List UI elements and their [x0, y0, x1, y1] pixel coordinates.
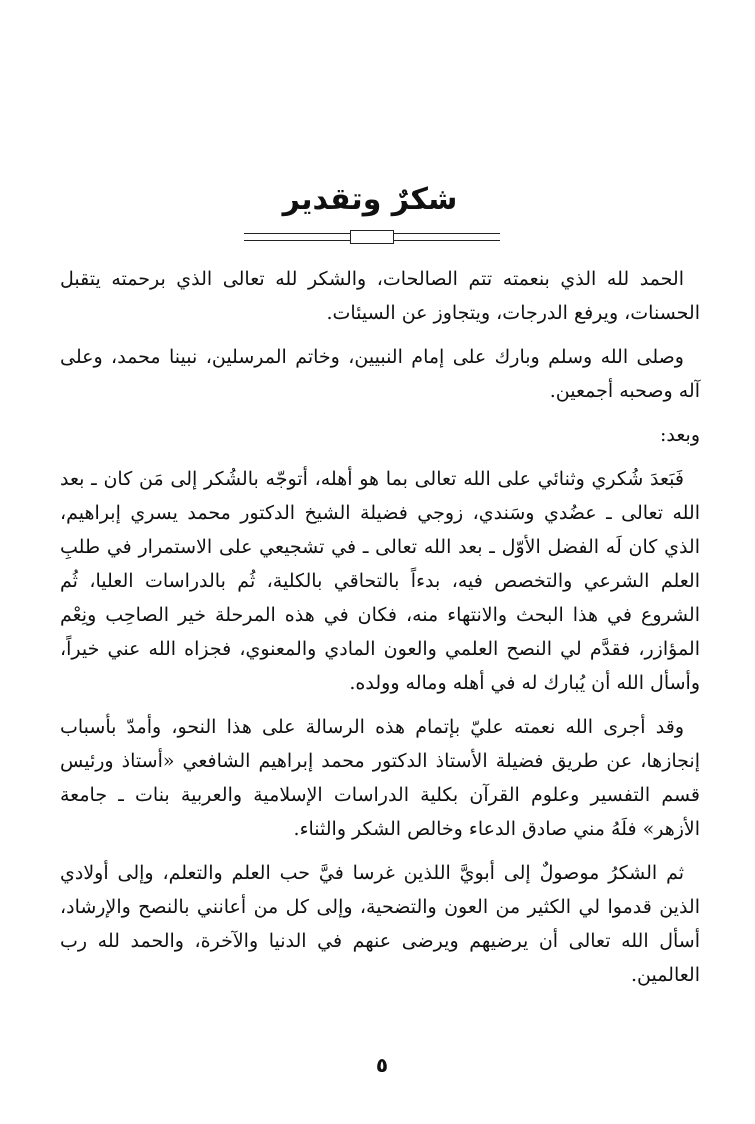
paragraph-3: وبعد:	[659, 424, 700, 446]
paragraph-2: وصلى الله وسلم وبارك على إمام النبيين، وخاتم المرسلين، نبينا محمد، وعلى آله وصحبه أجمعين.	[60, 346, 700, 402]
paragraph-4: فَبَعدَ شُكري وثنائي على الله تعالى بما هو أهله، أتوجّه بالشُكر إلى مَن كان ـ بعد الله تعالى ـ عضُدي وسَندي، زوجي فضيلة الشيخ الدكتور محمد يسري إبراهيم، الذي كان لَه الفضل الأوّل ـ بعد الله تعالى ـ في تشجيعي على الاستمرار في طلبِ العلم الشرعي والتخصص فيه، بدءاً بالتحاقي بالكلية، ثُم بالدراسات العليا، ثُم الشروع في هذا البحث والانتهاء منه، فكان في هذه المرحلة خير الصاحِب ونِعْم المؤازر، فقدَّم لي النصح العلمي والعون المادي والمعنوي، فجزاه الله عني خيراً، وأسأل الله أن يُبارك له في أهله وماله وولده.	[60, 468, 700, 694]
paragraph-1: الحمد لله الذي بنعمته تتم الصالحات، والشكر لله تعالى الذي برحمته يتقبل الحسنات، ويرفع الدرجات، ويتجاوز عن السيئات.	[60, 268, 700, 324]
paragraph-6: ثم الشكرُ موصولٌ إلى أبويَّ اللذين غرسا فيَّ حب العلم والتعلم، وإلى أولادي الذين قدموا لي الكثير من العون والتضحية، وإلى كل من أعانني بالنصح والإرشاد، أسأل الله تعالى أن يرضيهم ويرضى عنهم في الدنيا والآخرة، والحمد لله رب العالمين.	[60, 862, 700, 986]
title-ornament	[244, 228, 500, 246]
page-number: ٥	[375, 1053, 389, 1077]
ornament-center-box	[350, 230, 394, 244]
page-title: شكرٌ وتقدير	[282, 182, 458, 217]
body-text	[60, 262, 700, 1002]
paragraph-5: وقد أجرى الله نعمته عليّ بإتمام هذه الرسالة على هذا النحو، وأمدّ بأسباب إنجازها، عن طريق فضيلة الأستاذ الدكتور محمد إبراهيم الشافعي «أستاذ ورئيس قسم التفسير وعلوم القرآن بكلية الدراسات الإسلامية والعربية بنات ـ جامعة الأزهر» فلَهُ مني صادق الدعاء وخالص الشكر والثناء.	[60, 716, 700, 840]
